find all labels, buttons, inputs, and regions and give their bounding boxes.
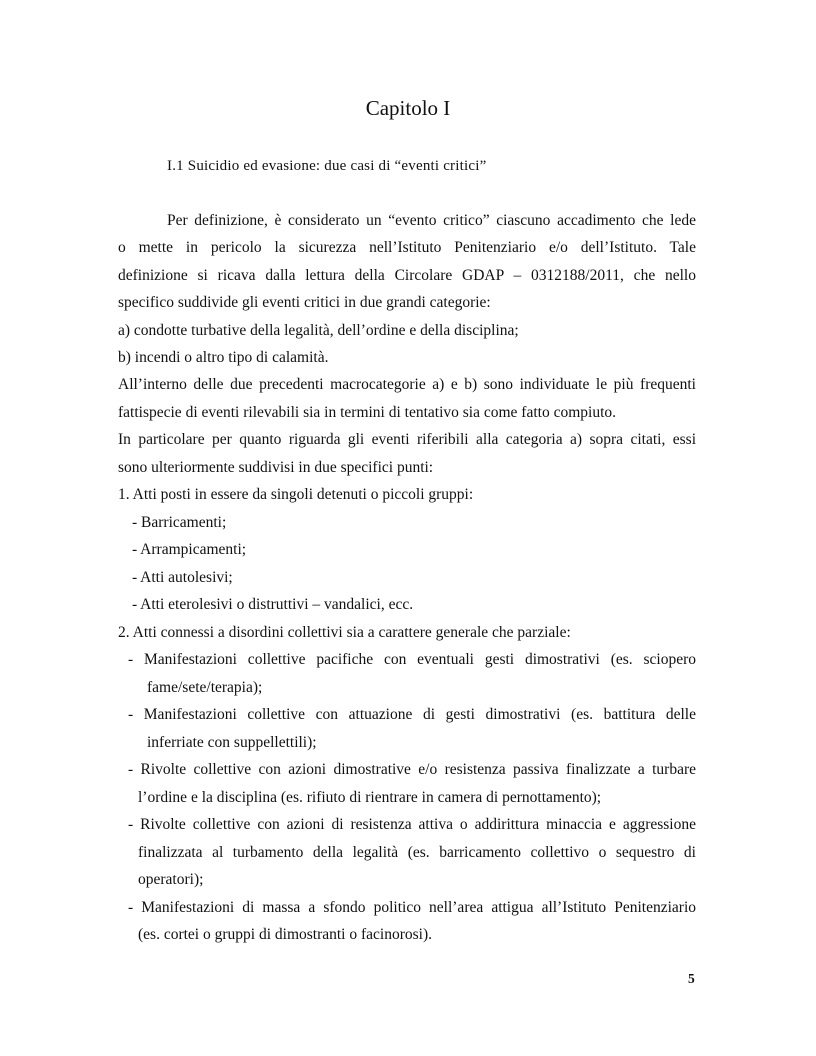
list-item: - Rivolte collettive con azioni di resistenza attiva o addirittura minaccia e aggressione xyxy=(128,816,696,833)
list-item-continuation: (es. cortei o gruppi di dimostranti o facinorosi). xyxy=(138,926,433,943)
list-item: - Rivolte collettive con azioni dimostrative e/o resistenza passiva finalizzate a turbare xyxy=(128,761,696,778)
list-item: - Arrampicamenti; xyxy=(132,541,247,558)
list-heading: 1. Atti posti in essere da singoli detenuti o piccoli gruppi: xyxy=(118,486,474,503)
section-heading: I.1 Suicidio ed evasione: due casi di “eventi critici” xyxy=(167,158,487,174)
list-item: - Manifestazioni collettive con attuazione di gesti dimostrativi (es. battitura delle xyxy=(128,706,696,723)
text-line: specifico suddivide gli eventi critici in due grandi categorie: xyxy=(118,294,491,311)
text-line: All’interno delle due precedenti macrocategorie a) e b) sono individuate le più frequenti xyxy=(118,376,696,393)
list-item: - Manifestazioni di massa a sfondo politico nell’area attigua all’Istituto Penitenziario xyxy=(128,899,696,916)
list-item-continuation: l’ordine e la disciplina (es. rifiuto di rientrare in camera di pernottamento); xyxy=(138,789,602,806)
list-item-continuation: operatori); xyxy=(138,871,204,888)
list-item-continuation: fame/sete/terapia); xyxy=(147,679,263,696)
list-item: - Atti eterolesivi o distruttivi – vandalici, ecc. xyxy=(132,596,414,613)
text-line: b) incendi o altro tipo di calamità. xyxy=(118,349,329,366)
text-line: definizione si ricava dalla lettura della Circolare GDAP – 0312188/2011, che nello xyxy=(118,267,696,284)
list-item-continuation: finalizzata al turbamento della legalità (es. barricamento collettivo o sequestro di xyxy=(138,844,696,861)
text-line: a) condotte turbative della legalità, dell’ordine e della disciplina; xyxy=(118,322,519,339)
chapter-title: Capitolo I xyxy=(365,96,451,120)
text-line: o mette in pericolo la sicurezza nell’Istituto Penitenziario e/o dell’Istituto. Tale xyxy=(118,239,696,256)
list-item: - Barricamenti; xyxy=(132,514,227,531)
list-item: - Atti autolesivi; xyxy=(132,569,233,586)
text-line: fattispecie di eventi rilevabili sia in termini di tentativo sia come fatto compiuto. xyxy=(118,404,617,421)
text-line: In particolare per quanto riguarda gli eventi riferibili alla categoria a) sopra citati, essi xyxy=(118,431,696,448)
text-line: Per definizione, è considerato un “evento critico” ciascuno accadimento che lede xyxy=(167,212,696,229)
text-line: sono ulteriormente suddivisi in due specifici punti: xyxy=(118,459,434,476)
page-number: 5 xyxy=(688,971,695,986)
list-item-continuation: inferriate con suppellettili); xyxy=(147,734,317,751)
list-item: - Manifestazioni collettive pacifiche con eventuali gesti dimostrativi (es. sciopero xyxy=(128,651,696,668)
list-heading: 2. Atti connessi a disordini collettivi sia a carattere generale che parziale: xyxy=(118,624,571,641)
